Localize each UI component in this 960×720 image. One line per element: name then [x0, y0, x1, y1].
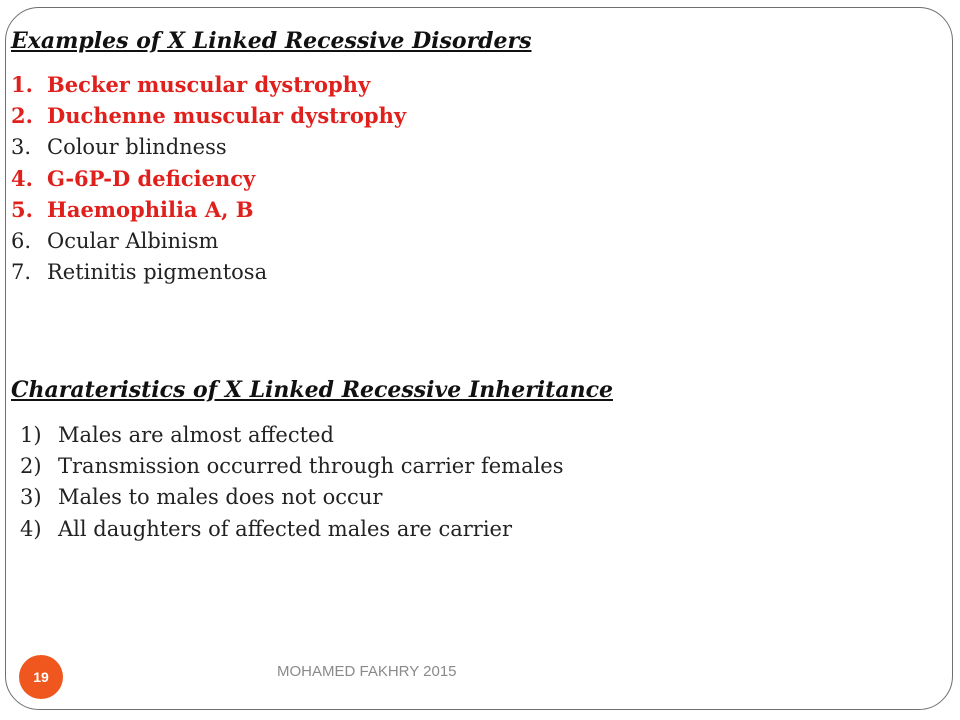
list-item [20, 513, 564, 544]
characteristics-heading: Charateristics of X Linked Recessive Inheritance [11, 377, 613, 403]
list-item [11, 163, 406, 194]
list-item-text: Males are almost affected [58, 422, 334, 447]
list-item [11, 69, 406, 100]
disorders-heading: Examples of X Linked Recessive Disorders [11, 28, 532, 54]
list-item-number: 1) [20, 422, 42, 447]
list-item-number: 1. [11, 72, 33, 98]
list-item [11, 100, 406, 131]
list-item-text: Becker muscular dystrophy [47, 72, 371, 98]
footer-author: MOHAMED FAKHRY 2015 [277, 663, 457, 680]
list-item-number: 7. [11, 260, 32, 285]
list-item [11, 225, 406, 256]
list-item-text: Duchenne muscular dystrophy [47, 103, 407, 129]
list-item [11, 194, 406, 225]
list-item-number: 2. [11, 103, 33, 129]
list-item [20, 419, 564, 450]
characteristics-list [20, 419, 564, 544]
list-item [11, 132, 406, 163]
list-item-number: 4) [20, 516, 42, 541]
list-item-number: 4. [11, 166, 33, 192]
list-item-text: Transmission occurred through carrier females [58, 453, 564, 478]
list-item [20, 482, 564, 513]
list-item-text: Males to males does not occur [58, 485, 383, 510]
list-item [20, 450, 564, 481]
list-item-text: All daughters of affected males are carrier [58, 516, 513, 541]
list-item-text: G-6P-D deficiency [47, 166, 256, 192]
list-item-number: 6. [11, 229, 32, 254]
list-item-number: 5. [11, 197, 33, 223]
list-item-number: 3. [11, 135, 32, 160]
list-item [11, 257, 406, 288]
list-item-text: Haemophilia A, B [47, 197, 254, 223]
disorders-list [11, 69, 406, 288]
list-item-number: 2) [20, 453, 42, 478]
list-item-text: Retinitis pigmentosa [47, 260, 268, 285]
page-number-badge: 19 [19, 655, 63, 699]
list-item-text: Colour blindness [47, 135, 227, 160]
list-item-text: Ocular Albinism [47, 229, 219, 254]
list-item-number: 3) [20, 485, 42, 510]
